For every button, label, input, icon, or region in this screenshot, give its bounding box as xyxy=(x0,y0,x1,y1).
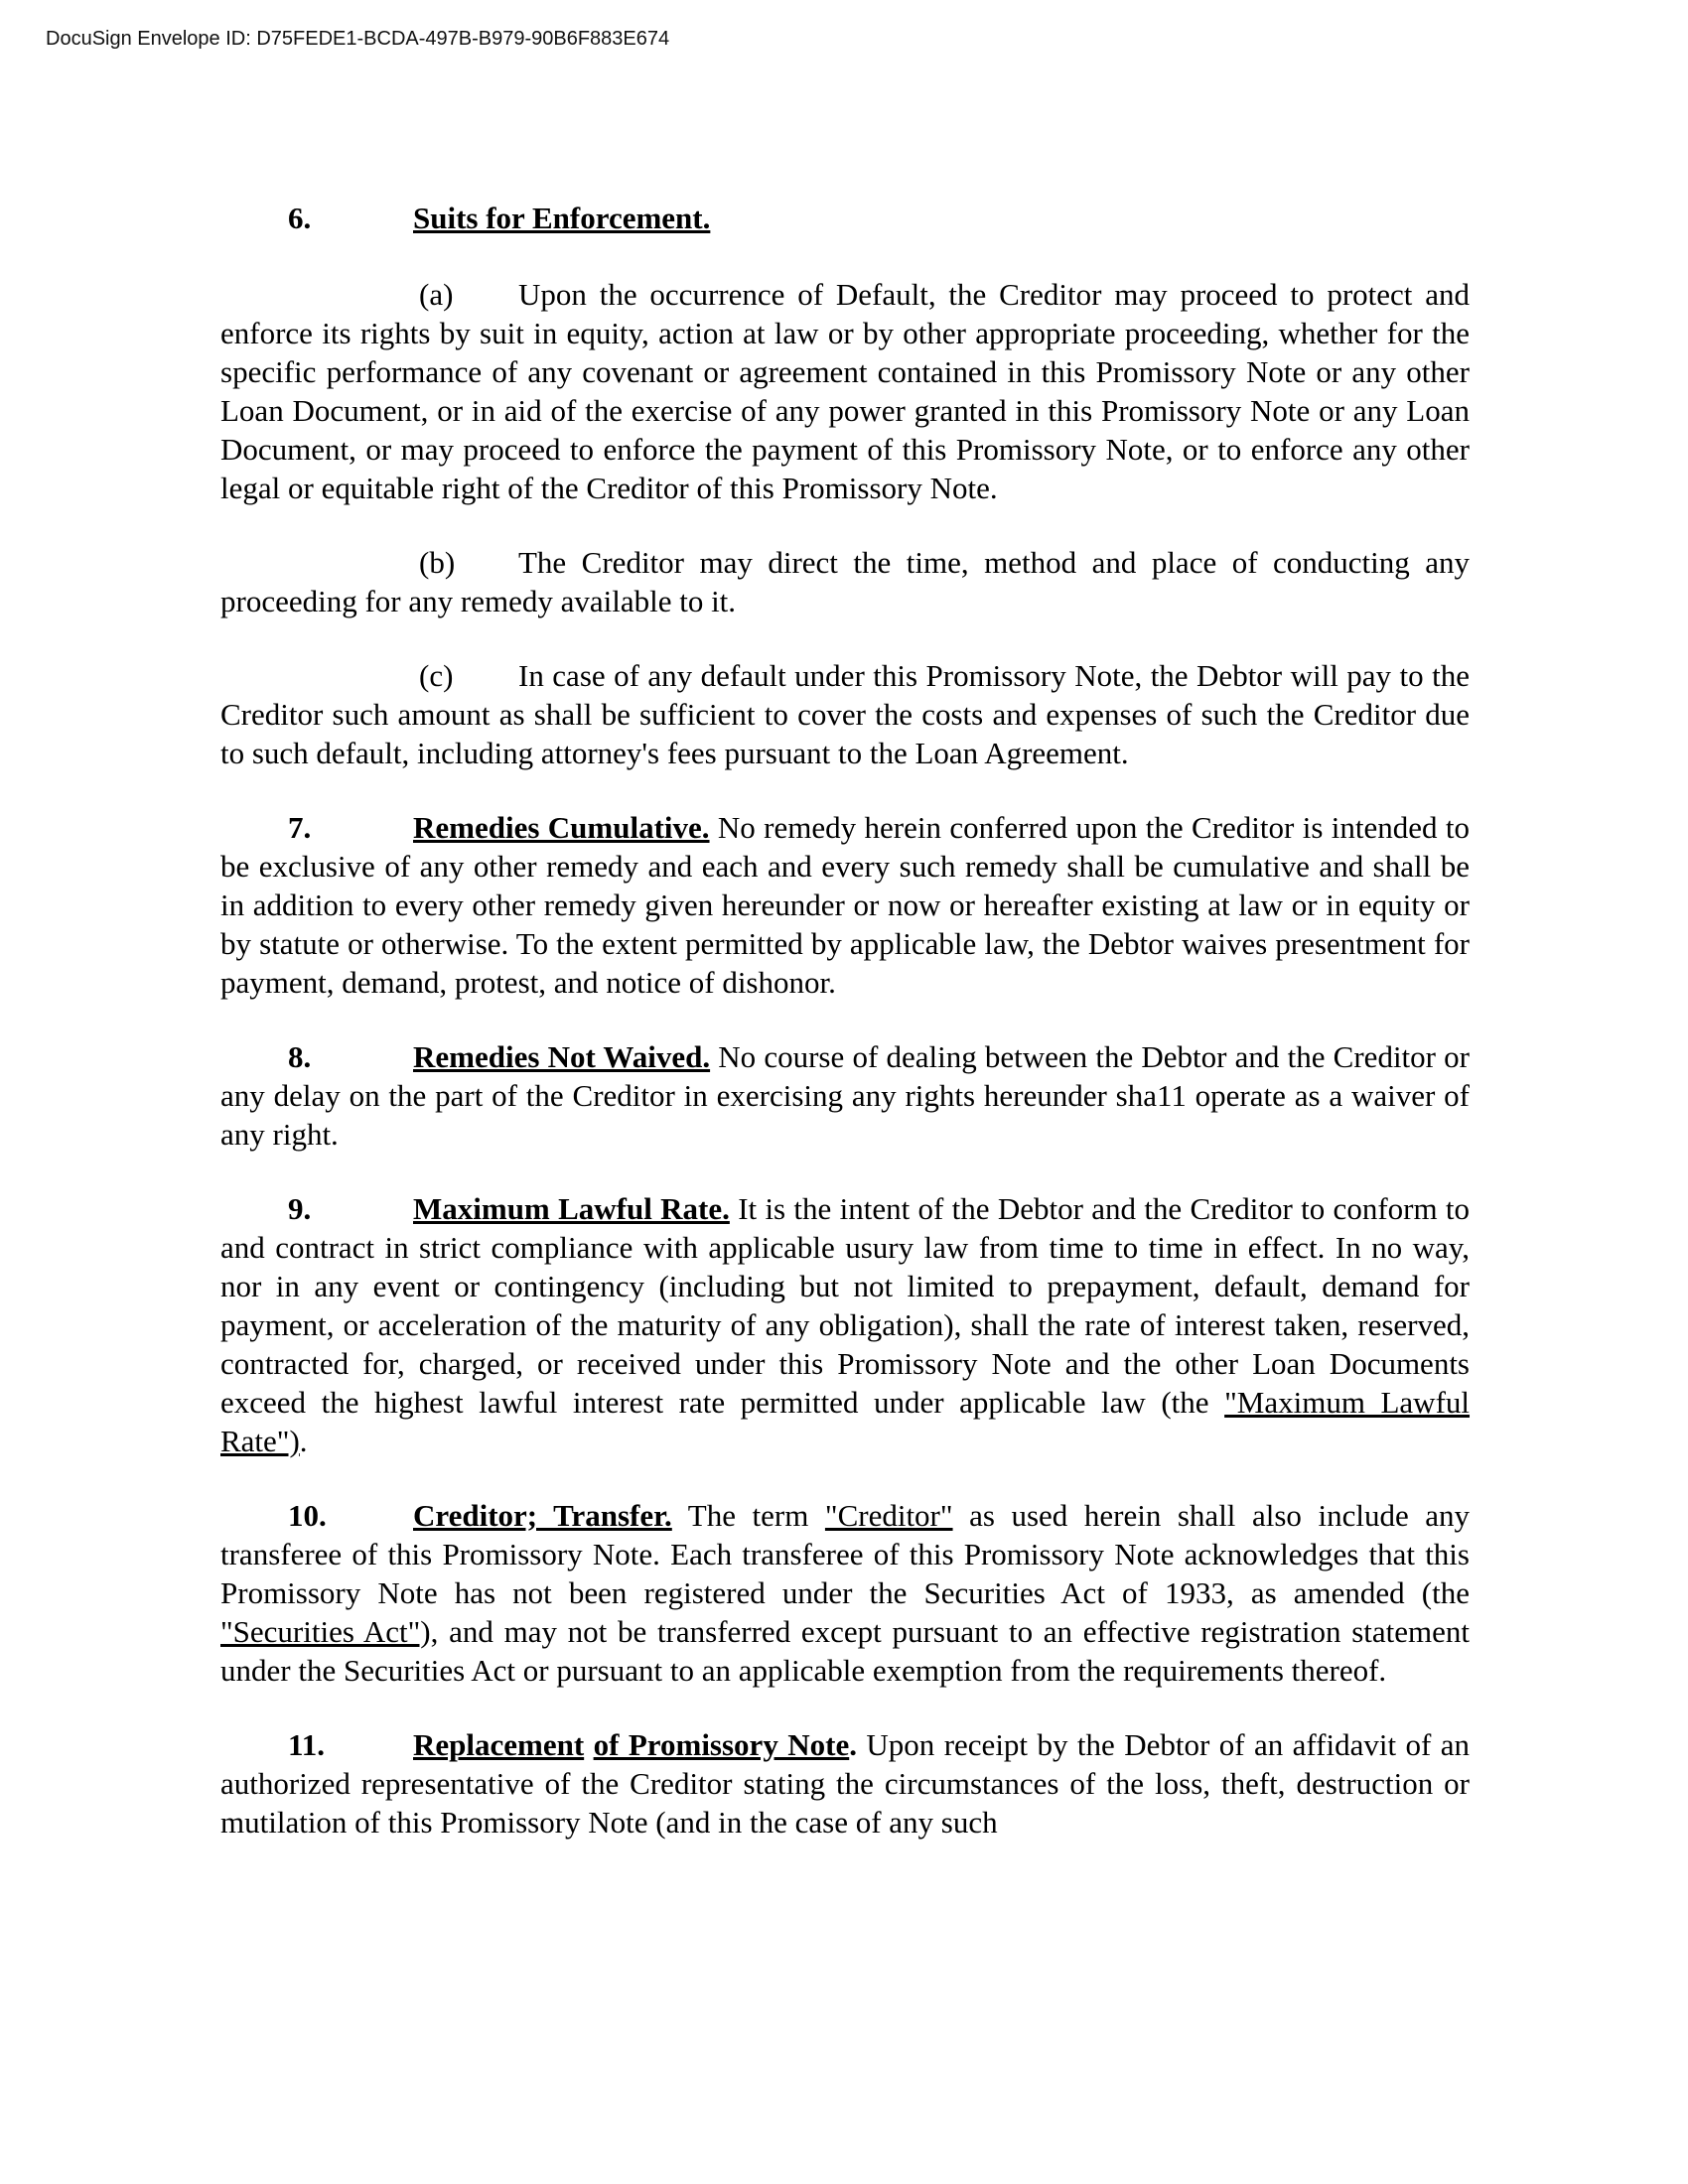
defined-term: "Creditor" xyxy=(824,1498,953,1533)
docusign-envelope-id: DocuSign Envelope ID: D75FEDE1-BCDA-497B-B979-90B6F883E674 xyxy=(46,28,670,50)
section-text: as used herein shall also include any transferee of this Promissory Note. Each transferee of this Promissory Note acknowledges that this Promissory Note has not been registered under the Securities Act of 1933, as amended (the xyxy=(220,1498,1471,1610)
section-6-a xyxy=(220,275,1470,507)
section-text: It is the intent of the Debtor and the Creditor to conform to and contract in strict compliance with applicable usury law from time to time in effect. In no way, nor in any event or contingency (including but not limited to prepayment, default, demand for payment, or acceleration of the maturity of any obligation), shall the rate of interest taken, reserved, contracted for, charged, or received under this Promissory Note and the other Loan Documents exceed the highest lawful interest rate permitted under applicable law (the xyxy=(220,1191,1471,1420)
section-text: and may not be transferred except pursuant to an effective registration statement under the Securities Act or pursuant to an applicable exemption from the requirements thereof. xyxy=(220,1614,1470,1688)
section-10 xyxy=(220,1496,1470,1690)
section-text: No remedy herein conferred upon the Creditor is intended to be exclusive of any other remedy and each and every such remedy shall be cumulative and shall be in addition to every other remedy given hereunder or now or hereafter existing at law or in equity or by statute or otherwise. To the extent permitted by applicable law, the Debtor waives presentment for payment, demand, protest, and notice of dishonor. xyxy=(220,810,1471,1000)
subsection-text: Upon the occurrence of Default, the Creditor may proceed to protect and enforce its rights by suit in equity, action at law or by other appropriate proceeding, whether for the specific performance of any covenant or agreement contained in this Promissory Note or any other Loan Document, or in aid of the exercise of any power granted in this Promissory Note or any Loan Document, or may proceed to enforce the payment of this Promissory Note, or to enforce any other legal or equitable right of the Creditor of this Promissory Note. xyxy=(220,277,1470,505)
section-title: Maximum Lawful Rate. xyxy=(413,1191,730,1226)
subsection-text: In case of any default under this Promissory Note, the Debtor will pay to the Creditor such amount as shall be sufficient to cover the costs and expenses of such the Creditor due to such default, including attorney's fees pursuant to the Loan Agreement. xyxy=(220,658,1470,770)
section-title: Remedies Cumulative. xyxy=(413,810,710,845)
section-6-heading xyxy=(220,199,1470,237)
section-number: 9. xyxy=(288,1191,312,1226)
section-title: Suits for Enforcement. xyxy=(413,201,711,235)
section-text: The term xyxy=(687,1498,809,1533)
section-number: 10. xyxy=(288,1498,327,1533)
subsection-label: (c) xyxy=(419,658,454,693)
section-number: 11. xyxy=(288,1727,326,1762)
section-8 xyxy=(220,1037,1470,1154)
subsection-label: (a) xyxy=(419,277,454,312)
section-title-end: . xyxy=(849,1727,857,1762)
section-11 xyxy=(220,1725,1470,1842)
section-text: No course of dealing between the Debtor and the Creditor or any delay on the part of the Creditor in exercising any rights hereunder sha11 operate as a waiver of any right. xyxy=(220,1039,1470,1152)
section-9 xyxy=(220,1189,1470,1460)
section-6-c xyxy=(220,656,1470,772)
section-text: Upon receipt by the Debtor of an affidavit of an authorized representative of the Creditor stating the circumstances of the loss, theft, destruction or mutilation of this Promissory Note (and in the case of any such xyxy=(220,1727,1471,1840)
section-6-b xyxy=(220,543,1470,620)
section-number: 6. xyxy=(288,201,312,235)
subsection-label: (b) xyxy=(419,545,456,580)
section-number: 7. xyxy=(288,810,312,845)
defined-term: "Securities Act"), xyxy=(220,1614,439,1649)
section-number: 8. xyxy=(288,1039,312,1074)
section-title: Replacement xyxy=(413,1727,585,1762)
section-7 xyxy=(220,808,1470,1002)
section-title: Creditor; Transfer. xyxy=(413,1498,672,1533)
section-title: Remedies Not Waived. xyxy=(413,1039,711,1074)
section-text-end: . xyxy=(299,1424,308,1458)
subsection-text: The Creditor may direct the time, method and place of conducting any proceeding for any remedy available to it. xyxy=(220,545,1470,618)
document-page xyxy=(220,199,1470,1877)
defined-term: "Maximum Lawful Rate") xyxy=(220,1385,1471,1458)
section-title: of Promissory Note xyxy=(593,1727,850,1762)
